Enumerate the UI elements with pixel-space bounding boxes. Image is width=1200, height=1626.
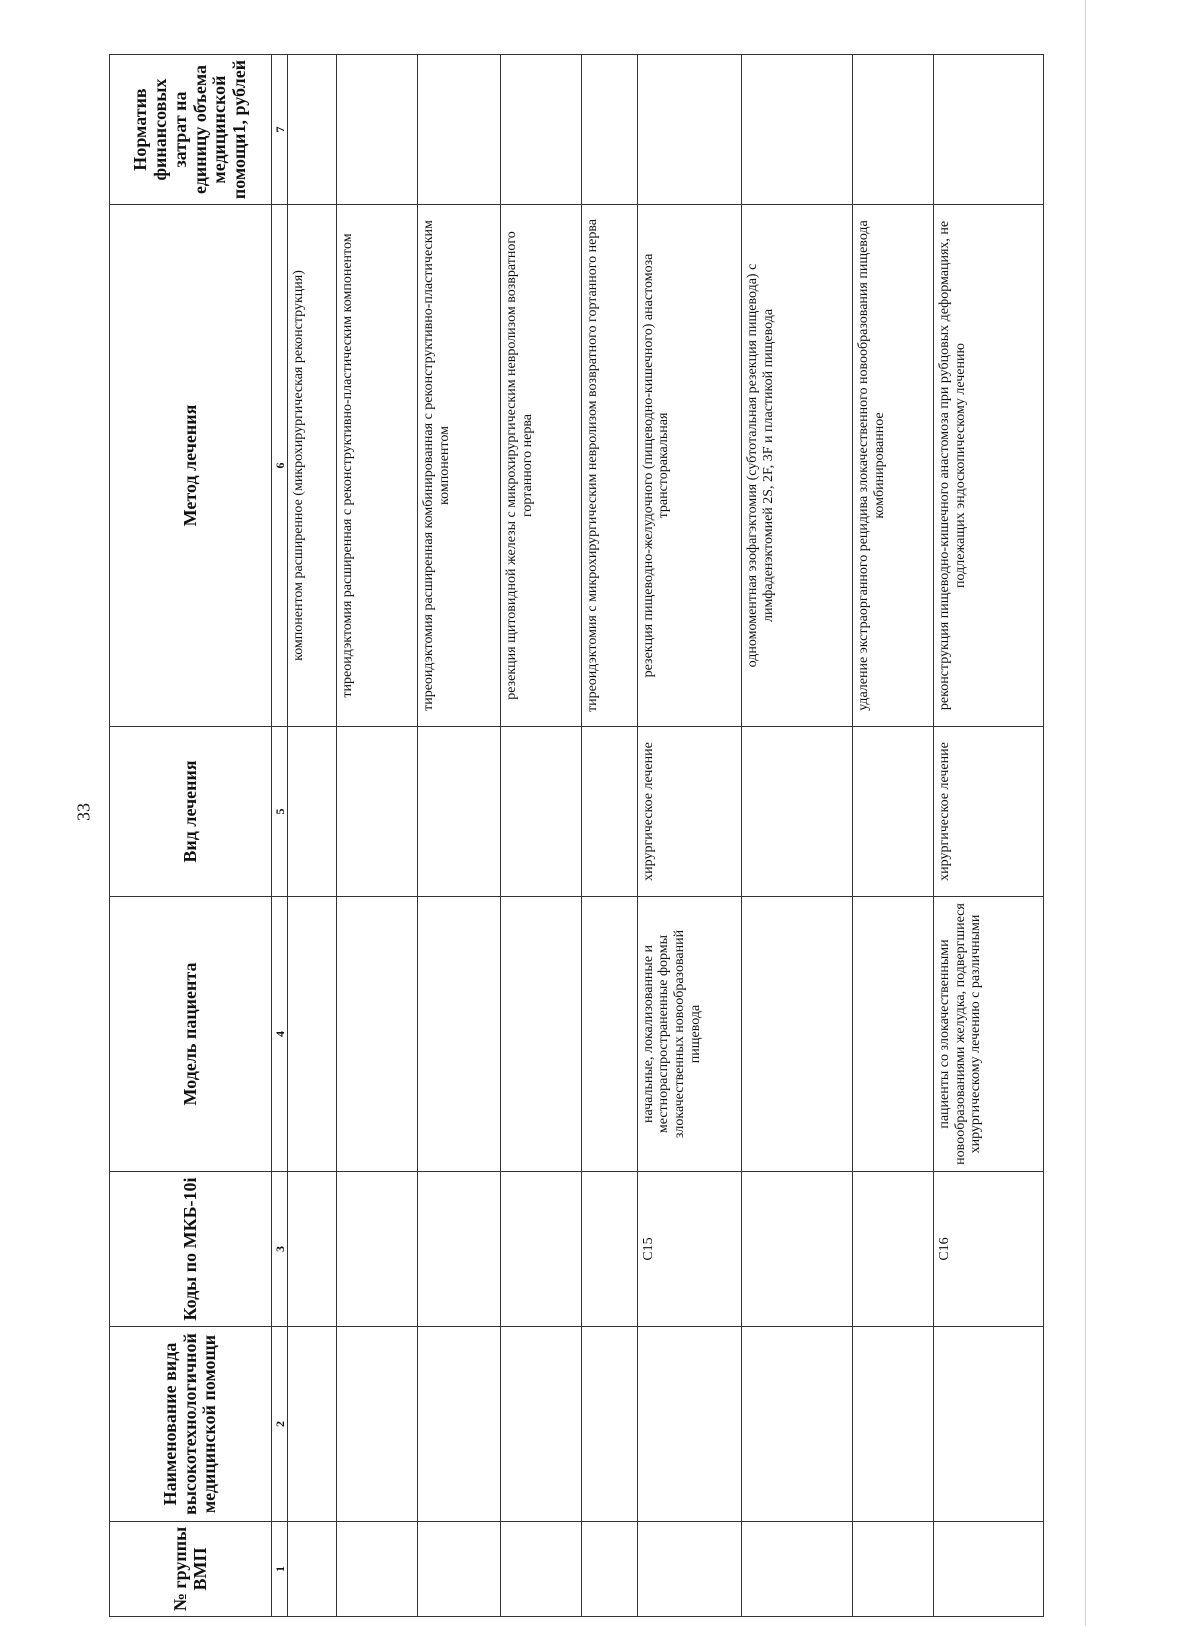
cell-treatment-type: [582, 727, 638, 897]
table-row: [501, 55, 582, 1617]
cell-patient-model: [501, 897, 582, 1172]
table-row: [336, 55, 417, 1617]
cell-patient-model: [417, 897, 500, 1172]
cell-treatment-type: хирургическое лечение: [637, 727, 741, 897]
cell-group-number: [934, 1522, 1044, 1617]
page-edge-line: [1085, 0, 1086, 1626]
cell-patient-model: [741, 897, 852, 1172]
cell-group-number: [853, 1522, 934, 1617]
cell-icd-code: [288, 1172, 337, 1327]
column-number: 3: [272, 1172, 288, 1327]
cell-vmp-name: [336, 1327, 417, 1522]
cell-vmp-name: [637, 1327, 741, 1522]
cell-treatment-type: [417, 727, 500, 897]
cell-vmp-name: [501, 1327, 582, 1522]
cell-group-number: [582, 1522, 638, 1617]
cell-treatment-type: [288, 727, 337, 897]
cell-vmp-name: [741, 1327, 852, 1522]
cell-cost: [582, 55, 638, 205]
cell-patient-model: [288, 897, 337, 1172]
cell-icd-code: C15: [637, 1172, 741, 1327]
table-row: [934, 55, 1044, 1617]
cell-patient-model: начальные, локализованные и местнораспространенные формы злокачественных новообразований пищевода: [637, 897, 741, 1172]
cell-cost: [417, 55, 500, 205]
page-number: 33: [73, 803, 94, 821]
cell-treatment-method: резекция щитовидной железы с микрохирургическим невролизом возвратного гортанного нерва: [501, 205, 582, 727]
column-number: 6: [272, 205, 288, 727]
cell-group-number: [336, 1522, 417, 1617]
cell-treatment-method: тиреоидэктомия расширенная с реконструктивно-пластическим компонентом: [336, 205, 417, 727]
cell-cost: [501, 55, 582, 205]
column-number-row: [272, 55, 288, 1617]
column-number: 7: [272, 55, 288, 205]
cell-treatment-method: компонентом расширенное (микрохирургическая реконструкция): [288, 205, 337, 727]
cell-treatment-method: тиреоидэктомия расширенная комбинированная с реконструктивно-пластическим компонентом: [417, 205, 500, 727]
cell-group-number: [288, 1522, 337, 1617]
cell-patient-model: [336, 897, 417, 1172]
header-vmp-name: Наименование вида высокотехнологичной медицинской помощи: [110, 1327, 272, 1522]
cell-cost: [637, 55, 741, 205]
header-row: [110, 55, 272, 1617]
cell-treatment-method: тиреоидэктомия с микрохирургическим невролизом возвратного гортанного нерва: [582, 205, 638, 727]
cell-treatment-type: [501, 727, 582, 897]
cell-icd-code: C16: [934, 1172, 1044, 1327]
cell-icd-code: [336, 1172, 417, 1327]
table-row: [288, 55, 337, 1617]
cell-treatment-method: удаление экстраорганного рецидива злокачественного новообразования пищевода комбинированное: [853, 205, 934, 727]
column-number: 1: [272, 1522, 288, 1617]
rotated-table-sheet: [109, 55, 1044, 1617]
cell-treatment-method: одномоментная эзофагэктомия (субтотальная резекция пищевода) с лимфаденэктомией 2S, 2F, 3F и пластикой пищевода: [741, 205, 852, 727]
cell-group-number: [741, 1522, 852, 1617]
cell-treatment-type: хирургическое лечение: [934, 727, 1044, 897]
table-row: [853, 55, 934, 1617]
cell-cost: [741, 55, 852, 205]
cell-treatment-method: реконструкция пищеводно-кишечного анастомоза при рубцовых деформациях, не подлежащих эндоскопическому лечению: [934, 205, 1044, 727]
table-row: [417, 55, 500, 1617]
cell-cost: [288, 55, 337, 205]
cell-cost: [336, 55, 417, 205]
cell-treatment-type: [853, 727, 934, 897]
cell-icd-code: [853, 1172, 934, 1327]
cell-treatment-type: [741, 727, 852, 897]
column-number: 4: [272, 897, 288, 1172]
cell-treatment-type: [336, 727, 417, 897]
cell-icd-code: [741, 1172, 852, 1327]
cell-group-number: [417, 1522, 500, 1617]
column-number: 2: [272, 1327, 288, 1522]
cell-vmp-name: [853, 1327, 934, 1522]
cell-icd-code: [417, 1172, 500, 1327]
cell-patient-model: [582, 897, 638, 1172]
cell-patient-model: [853, 897, 934, 1172]
vmp-table: [109, 54, 1044, 1617]
cell-cost: [853, 55, 934, 205]
cell-group-number: [501, 1522, 582, 1617]
header-icd-codes: Коды по МКБ-10i: [110, 1172, 272, 1327]
cell-icd-code: [501, 1172, 582, 1327]
header-group-number: № группы ВМП: [110, 1522, 272, 1617]
cell-vmp-name: [288, 1327, 337, 1522]
cell-patient-model: пациенты со злокачественными новообразованиями желудка, подвергшиеся хирургическому лечению с различными: [934, 897, 1044, 1172]
cell-treatment-method: резекция пищеводно-желудочного (пищеводно-кишечного) анастомоза трансторакальная: [637, 205, 741, 727]
cell-icd-code: [582, 1172, 638, 1327]
table-row: [637, 55, 741, 1617]
cell-vmp-name: [417, 1327, 500, 1522]
header-treatment-method: Метод лечения: [110, 205, 272, 727]
cell-group-number: [637, 1522, 741, 1617]
header-patient-model: Модель пациента: [110, 897, 272, 1172]
cell-vmp-name: [934, 1327, 1044, 1522]
cell-vmp-name: [582, 1327, 638, 1522]
column-number: 5: [272, 727, 288, 897]
cell-cost: [934, 55, 1044, 205]
table-row: [741, 55, 852, 1617]
table-row: [582, 55, 638, 1617]
header-cost-standard: Норматив финансовых затрат на единицу объема медицинской помощи1, рублей: [110, 55, 272, 205]
header-treatment-type: Вид лечения: [110, 727, 272, 897]
